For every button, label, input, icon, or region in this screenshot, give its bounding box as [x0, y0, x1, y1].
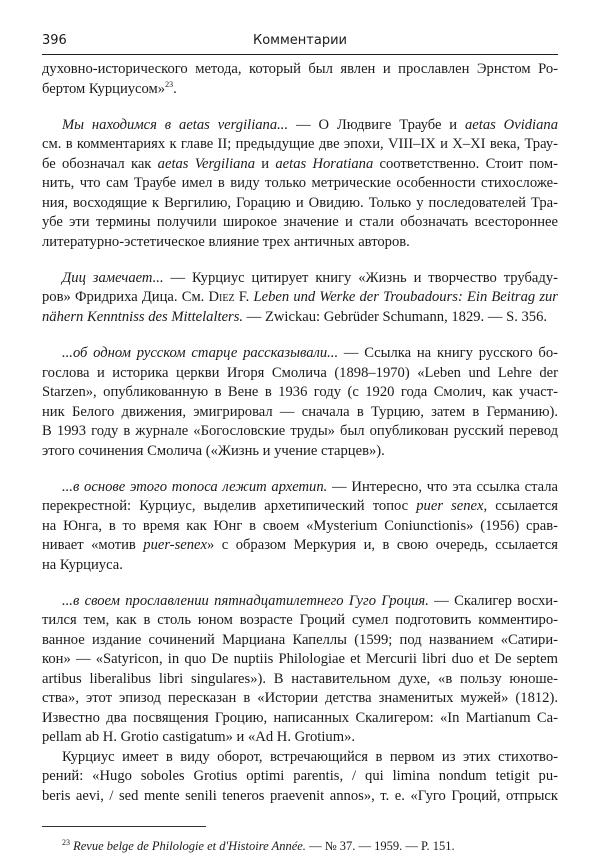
italic-text: puer-senex: [143, 537, 208, 554]
footnote-source: Revue belge de Philologie et d'Histoire Année.: [73, 839, 306, 853]
header-rule: [42, 54, 558, 55]
text-line: [42, 194, 558, 214]
text-segment: artibus liberalibus libri singulares»). В наставительном духе, «в пользу юноше-: [42, 670, 558, 687]
footnote-reference: 23: [165, 79, 174, 89]
italic-text: ...в основе этого топоса лежит архетип.: [62, 478, 328, 495]
text-line: [42, 213, 558, 233]
text-segment: — Ссылка на книгу русского бо-: [338, 345, 558, 362]
text-line: [42, 155, 558, 175]
page-number: 396: [42, 33, 67, 48]
text-segment: ния, восходящие к Вергилию, Горацию и Овидию. Только у последователей Тра-: [42, 194, 558, 211]
text-line: [42, 748, 558, 768]
running-title: Комментарии: [253, 33, 347, 48]
italic-text: ...об одном русском старце рассказывали...: [62, 345, 339, 362]
text-segment: рений: «Hugo soboles Grotius optimi parentis, / qui limina nondum tetigit pu-: [42, 768, 558, 785]
running-header: [42, 33, 558, 53]
text-line: [42, 422, 558, 442]
text-segment: .: [173, 80, 177, 97]
italic-text: aetas Ovidiana: [465, 116, 558, 133]
text-segment: ров» Фридриха Дица. См.: [42, 289, 209, 306]
text-line: [42, 517, 558, 537]
text-segment: beris aevi, / sed mente senili teneros praevenit annos», т. е. «Гуго Гроций, отпрыск: [42, 787, 558, 804]
text-segment: нить, что сам Траубе имел в виду только метрические особенности стихосложе-: [42, 175, 558, 192]
commentary-body: [42, 60, 558, 823]
text-line: [42, 80, 558, 100]
paragraph: [42, 60, 558, 99]
text-segment: этого сочинения Смолича («Жизнь и учение старцев»).: [42, 442, 385, 459]
text-line: [42, 403, 558, 423]
text-line: [42, 556, 558, 576]
text-line: [42, 478, 558, 498]
text-segment: перекрестной: Курциус, выделив архетипический топос: [42, 498, 417, 515]
italic-text: ...в своем прославлении пятнадцатилетнего Гуго Гроция.: [62, 592, 429, 609]
text-segment: кон» — «Satyricon, in quo De nuptiis Philologiae et Mercurii libri duo et De septem: [42, 651, 558, 668]
italic-text: Мы находимся в aetas vergiliana...: [62, 116, 289, 133]
text-line: [42, 631, 558, 651]
text-line: [42, 174, 558, 194]
text-segment: Курциус имеет в виду оборот, встречающийся в первом из этих стихотво-: [62, 748, 558, 765]
text-line: [42, 442, 558, 462]
text-segment: — Интересно, что эта ссылка стала: [327, 478, 558, 495]
text-line: [42, 60, 558, 80]
text-line: [42, 135, 558, 155]
text-line: [42, 650, 558, 670]
footnote-mark: 23: [62, 837, 70, 847]
footnote-details: — № 37. — 1959. — P. 151.: [305, 839, 455, 853]
text-line: [42, 767, 558, 787]
text-segment: Diez F.: [208, 289, 250, 306]
text-segment: см. в комментариях к главе II; предыдущие две эпохи, VIII–IX и X–XI века, Трау-: [42, 136, 558, 153]
text-line: [42, 497, 558, 517]
paragraph: [42, 116, 558, 253]
italic-text: aetas Vergiliana: [157, 155, 256, 172]
text-segment: » с образом Меркурия и, в свою очередь, ссылается: [207, 537, 558, 554]
text-segment: ник Белого движения, эмигрировал — сначала в Турцию, затем в Германию).: [42, 403, 558, 420]
text-segment: на Юнга, в то время как Юнг в своем «Mysterium Coniunctionis» (1956) срав-: [42, 517, 558, 534]
text-segment: на Курциуса.: [42, 556, 123, 573]
italic-text: nähern Kenntniss des Mittelalters.: [42, 308, 244, 325]
footnote-rule: [42, 826, 206, 827]
text-segment: — Zwickau: Gebrüder Schumann, 1829. — S. 356.: [243, 308, 548, 325]
text-line: [42, 383, 558, 403]
text-segment: — Курциус цитирует книгу «Жизнь и творчество трубаду-: [163, 269, 558, 286]
italic-text: Leben und Werke der Troubadours: Ein Beitrag zur: [253, 289, 558, 306]
text-segment: — О Людвиге Траубе и: [288, 116, 465, 133]
text-segment: В 1993 году в журнале «Богословские труды» был опубликован русский перевод: [42, 423, 558, 440]
text-line: [42, 728, 558, 748]
text-line: [42, 288, 558, 308]
text-segment: , ссылается: [483, 498, 558, 515]
paragraph: [42, 269, 558, 328]
text-segment: pellam ab H. Grotio castigatum» и «Ad H. Grotium».: [42, 729, 356, 746]
italic-text: aetas Horatiana: [275, 155, 374, 172]
text-line: [42, 364, 558, 384]
text-line: [42, 709, 558, 729]
text-segment: тился тем, как в столь юном возрасте Гроций сумел подготовить комментиро-: [42, 612, 558, 629]
text-segment: Starzen», опубликованную в Вене в 1936 году (с 1920 года Смолич, как участ-: [42, 384, 558, 401]
text-segment: убе эти термины получили широкое значение и стали обозначать всестороннее: [42, 214, 558, 231]
text-line: [42, 116, 558, 136]
italic-text: puer senex: [416, 498, 484, 515]
text-segment: духовно-исторического метода, который был явлен и прославлен Эрнстом Ро-: [42, 61, 558, 77]
text-segment: и: [255, 155, 276, 172]
text-segment: литературно-эстетическое влияние трех античных авторов.: [42, 233, 410, 250]
paragraph: [42, 478, 558, 576]
text-line: [42, 592, 558, 612]
text-segment: бе обозначал как: [42, 155, 158, 172]
text-segment: Известно два посвящения Гроцию, написанных Скалигером: «In Martianum Ca-: [42, 709, 558, 726]
paragraph: [42, 592, 558, 748]
text-line: [42, 670, 558, 690]
text-line: [42, 344, 558, 364]
text-line: [42, 233, 558, 253]
text-line: [42, 269, 558, 289]
text-segment: — Скалигер восхи-: [428, 592, 558, 609]
text-line: [42, 787, 558, 807]
footnote: [62, 839, 455, 854]
text-segment: ства», этот эпизод пересказан в «Истории детства знаменитых мужей» (1812).: [42, 690, 558, 707]
text-segment: ванное издание сочинений Марциана Капеллы (1599; под названием «Сатири-: [42, 631, 558, 648]
text-line: [42, 308, 558, 328]
text-line: [42, 689, 558, 709]
italic-text: Диц замечает...: [62, 269, 164, 286]
text-line: [42, 611, 558, 631]
text-line: [42, 536, 558, 556]
text-segment: соответственно. Стоит пом-: [373, 155, 558, 172]
text-segment: нивает «мотив: [42, 537, 144, 554]
paragraph: [42, 748, 558, 807]
paragraph: [42, 344, 558, 461]
text-segment: гослова и историка церкви Игоря Смолича (1898–1970) «Leben und Lehre der: [42, 364, 558, 381]
text-segment: бертом Курциусом»: [42, 80, 166, 97]
